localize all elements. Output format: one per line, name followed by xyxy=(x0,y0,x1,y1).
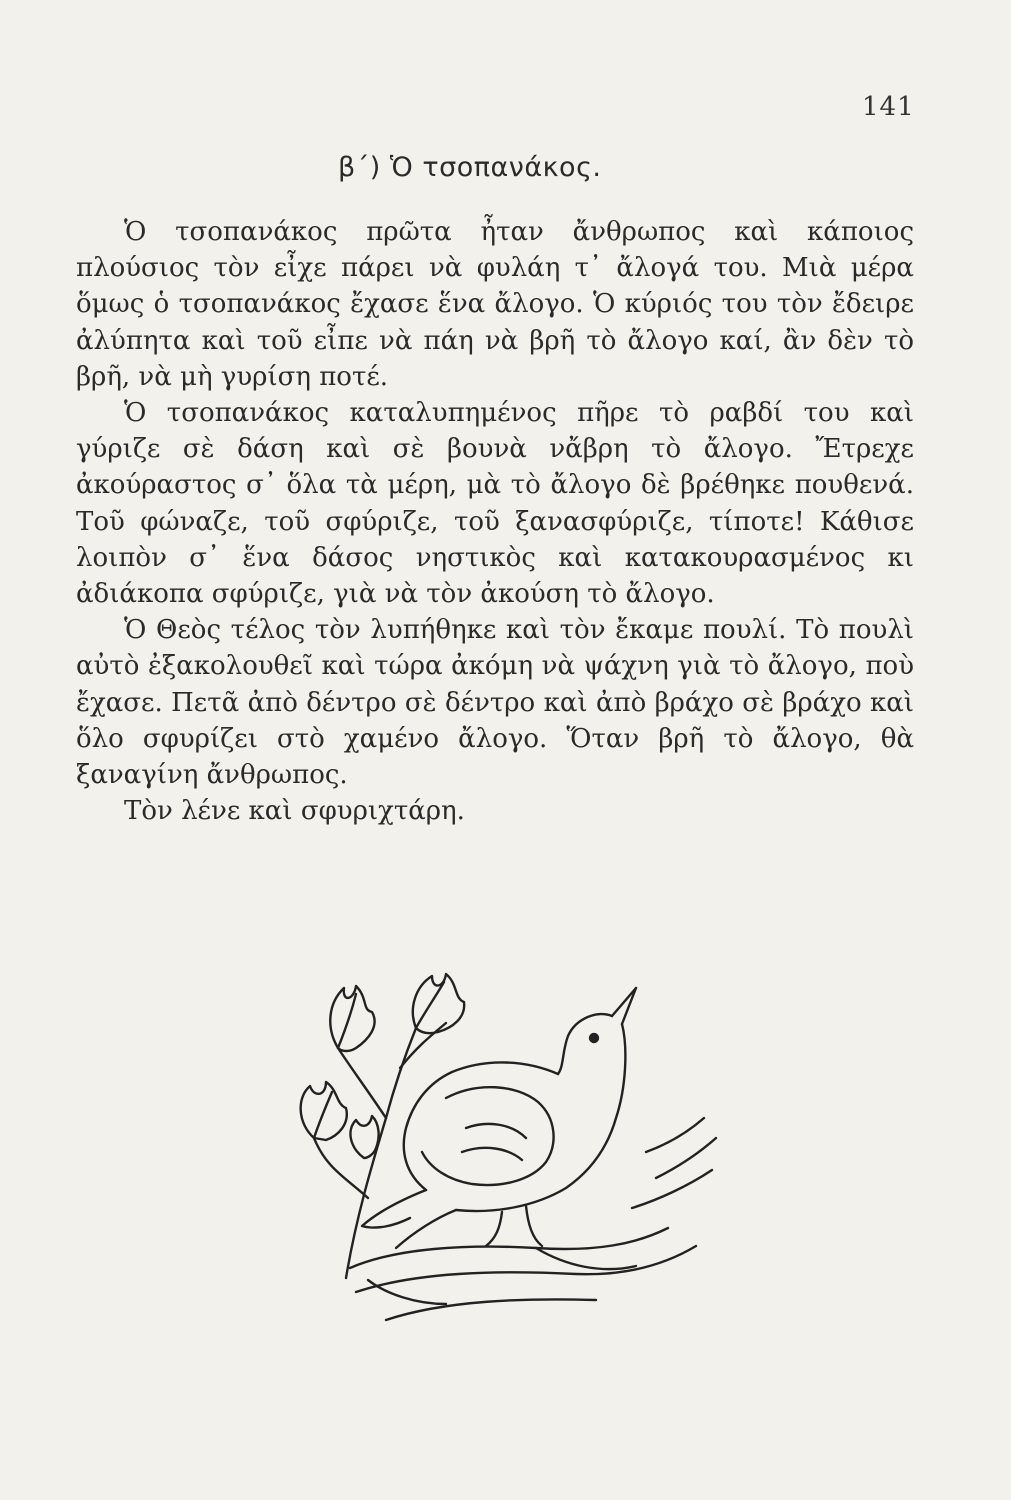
paragraph-2: Ὁ τσοπανάκος καταλυπημένος πῆρε τὸ ραβδί του καὶ γύριζε σὲ δάση καὶ σὲ βουνὰ νἄβρη τὸ ἄλογο. Ἔτρεχε ἀκούραστος σ᾽ ὅλα τὰ μέρη, μὰ τὸ ἄλογο δὲ βρέθηκε πουθενά. Τοῦ φώναζε, τοῦ σφύριζε, τοῦ ξανασφύριζε, τίποτε! Κάθισε λοιπὸν σ᾽ ἕνα δάσος νηστικὸς καὶ κατακουρασμένος κι ἀδιάκοπα σφύριζε, γιὰ νὰ τὸν ἀκούση τὸ ἄλογο. xyxy=(76,398,914,610)
bird-on-branch-illustration xyxy=(276,948,746,1348)
page-number: 141 xyxy=(862,92,915,122)
bird-icon xyxy=(362,988,636,1248)
paragraph-1: Ὁ τσοπανάκος πρῶτα ἦταν ἄνθρωπος καὶ κάποιος πλούσιος τὸν εἶχε πάρει νὰ φυλάη τ᾽ ἄλογά του. Μιὰ μέρα ὅμως ὁ τσοπανάκος ἔχασε ἕνα ἄλογο. Ὁ κύριός του τὸν ἔδειρε ἀλύπητα καὶ τοῦ εἶπε νὰ πάη νὰ βρῆ τὸ ἄλογο καί, ἂν δὲν τὸ βρῆ, νὰ μὴ γυρίση ποτέ. xyxy=(76,217,914,392)
paragraph-4: Τὸν λένε καὶ σφυριχτάρη. xyxy=(124,796,465,827)
story-text xyxy=(76,214,914,829)
oak-branch-icon xyxy=(301,974,465,1278)
paragraph-3: Ὁ Θεὸς τέλος τὸν λυπήθηκε καὶ τὸν ἔκαμε πουλί. Τὸ πουλὶ αὐτὸ ἐξακολουθεῖ καὶ τώρα ἀκόμη νὰ ψάχνη γιὰ τὸ ἄλογο, ποὺ ἔχασε. Πετᾶ ἀπὸ δέντρο σὲ δέντρο καὶ ἀπὸ βράχο σὲ βράχο καὶ ὅλο σφυρίζει στὸ χαμένο ἄλογο. Ὅταν βρῆ τὸ ἄλογο, θὰ ξαναγίνη ἄνθρωπος. xyxy=(76,615,914,791)
section-title: β΄) Ὁ τσοπανάκος. xyxy=(338,152,602,183)
